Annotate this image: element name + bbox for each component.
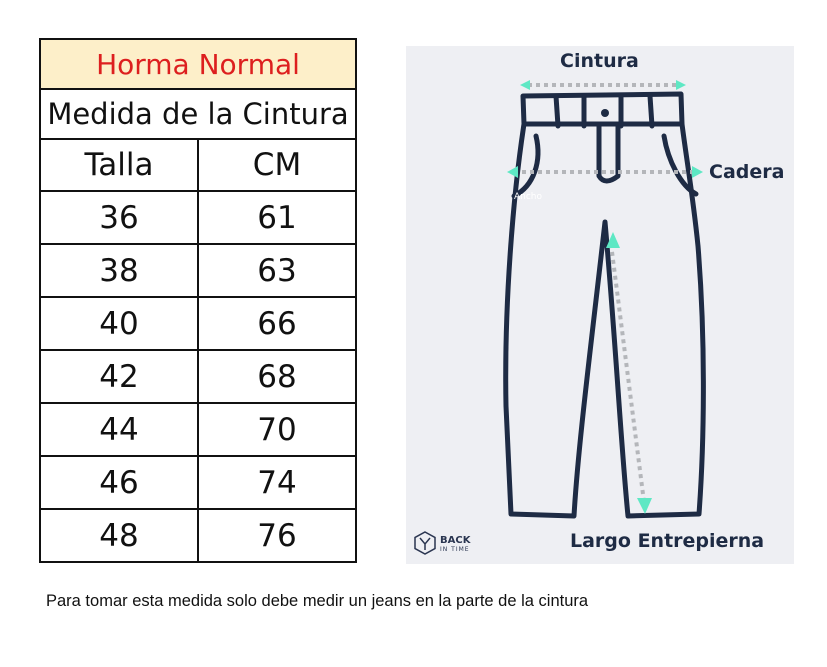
fly-outline <box>599 126 618 181</box>
cm-cell: 66 <box>198 297 356 350</box>
hip-label: Cadera <box>709 161 785 183</box>
size-cell: 36 <box>40 191 198 244</box>
waistband-outline <box>523 94 682 124</box>
brand-text <box>440 536 470 554</box>
button-icon <box>601 109 609 117</box>
brand-hexagon-icon <box>412 530 438 556</box>
table-title-row <box>40 39 356 89</box>
size-cell: 38 <box>40 244 198 297</box>
belt-loop-left <box>556 96 558 126</box>
inseam-label: Largo Entrepierna <box>570 530 765 552</box>
brand-name: BACK <box>440 535 471 546</box>
table-row <box>40 509 356 562</box>
cm-cell: 70 <box>198 403 356 456</box>
size-cell: 42 <box>40 350 198 403</box>
cm-cell: 68 <box>198 350 356 403</box>
waist-arrow-left-icon <box>520 80 530 90</box>
size-cell: 40 <box>40 297 198 350</box>
table-row <box>40 191 356 244</box>
size-table <box>39 38 357 563</box>
inseam-arrow-bottom-icon <box>637 498 652 514</box>
table-subtitle: Medida de la Cintura <box>40 89 356 139</box>
table-row <box>40 350 356 403</box>
measurement-note: Para tomar esta medida solo debe medir un jeans en la parte de la cintura <box>46 592 589 610</box>
table-row <box>40 244 356 297</box>
size-cell: 46 <box>40 456 198 509</box>
brand-logo <box>412 530 482 560</box>
pants-illustration <box>406 46 794 564</box>
hip-arrow-left-icon <box>507 166 518 178</box>
belt-loop-right <box>650 96 652 126</box>
watermark-text: Ancho <box>514 192 543 202</box>
pants-diagram <box>406 46 794 564</box>
waist-arrow-right-icon <box>676 80 686 90</box>
header-cm: CM <box>198 139 356 191</box>
cm-cell: 63 <box>198 244 356 297</box>
cm-cell: 61 <box>198 191 356 244</box>
cm-cell: 74 <box>198 456 356 509</box>
brand-tagline: IN TIME <box>440 546 470 553</box>
header-size: Talla <box>40 139 198 191</box>
table-row <box>40 403 356 456</box>
table-title: Horma Normal <box>40 39 356 89</box>
hip-arrow-right-icon <box>692 166 703 178</box>
waist-label: Cintura <box>560 50 639 72</box>
size-cell: 48 <box>40 509 198 562</box>
size-cell: 44 <box>40 403 198 456</box>
table-subtitle-row <box>40 89 356 139</box>
cm-cell: 76 <box>198 509 356 562</box>
table-header-row <box>40 139 356 191</box>
table-row <box>40 297 356 350</box>
table-row <box>40 456 356 509</box>
